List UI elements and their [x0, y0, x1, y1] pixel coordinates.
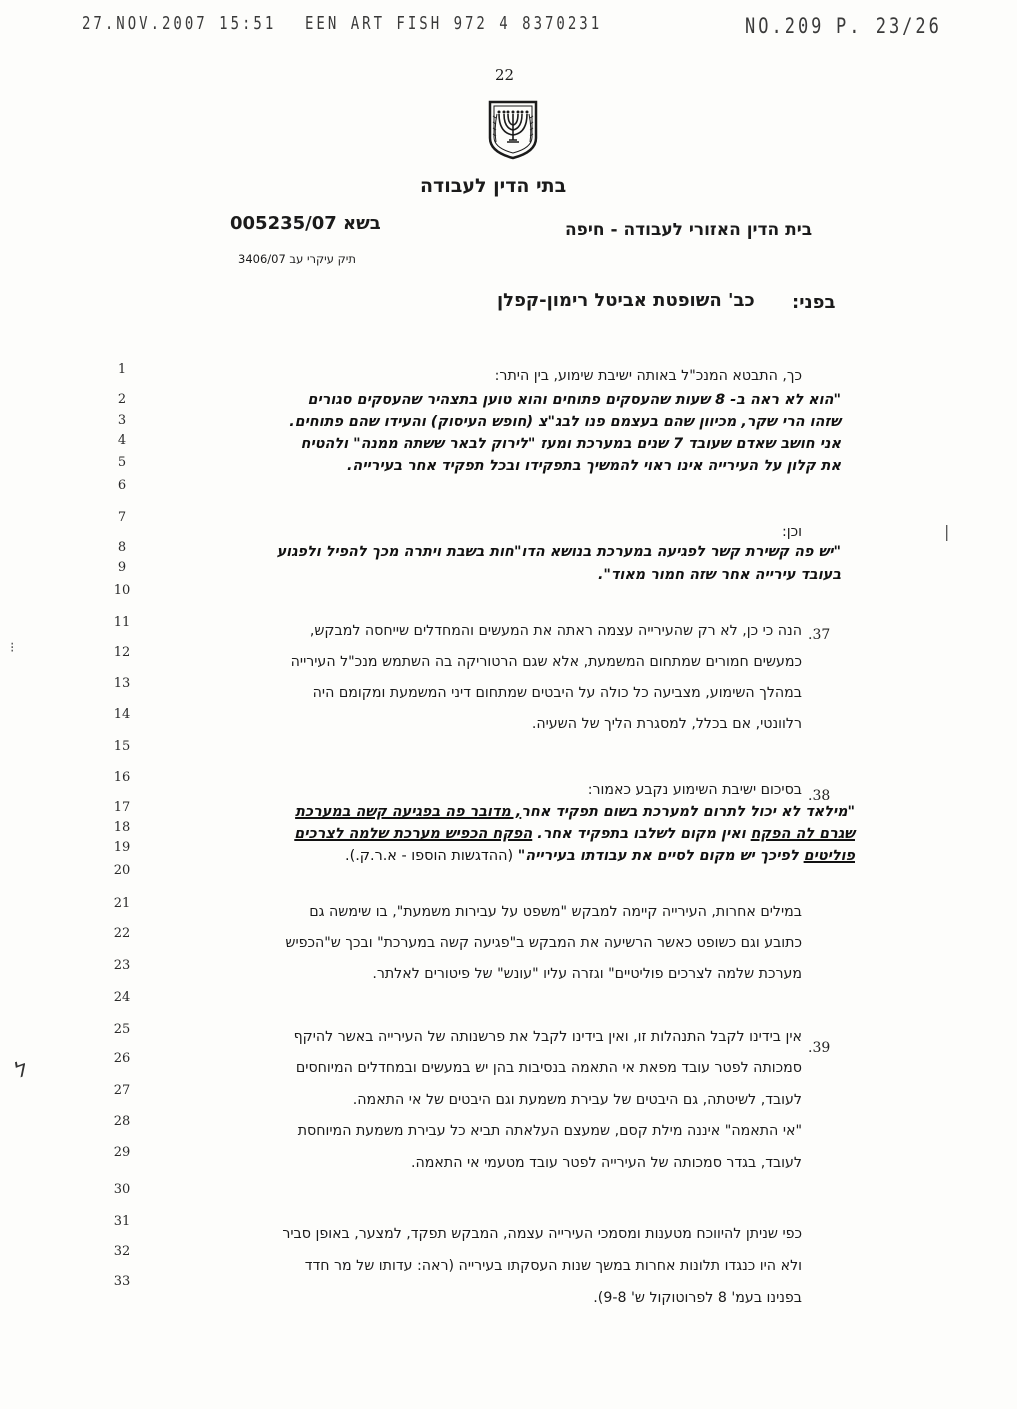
line-number: 24 — [113, 990, 131, 1005]
paragraph-line: לעובד, בגדר סמכותה של העירייה לפטר עובד מטעמי אי התאמה. — [410, 1155, 802, 1171]
line-number: 6 — [117, 478, 127, 493]
line-number: 25 — [113, 1022, 131, 1037]
line-number: 17 — [113, 800, 131, 815]
paragraph-line: כמעשים חמורים שמתחום המשמעת, אלא שגם הרטוריקה בה השתמש מנכ"ל העירייה — [290, 654, 802, 670]
line-number: 33 — [113, 1274, 131, 1289]
quote-line: בעובד עירייה אחר שזה חמור מאוד". — [597, 567, 841, 583]
paragraph-line: הנה כי כן, לא רק שהעירייה עצמה ראתה את המעשים והמחדלים שייחסה למבקש, — [309, 623, 802, 639]
line-number: 8 — [117, 540, 127, 555]
line-number: 13 — [113, 676, 131, 691]
paragraph-line: לעובד, לשיטתה, גם היבטים של עבירת משמעת וגם היבטים של אי התאמה. — [352, 1092, 802, 1108]
paragraph-line: כתובע וגם כשופט כאשר הרשיעה את המבקש ב"פגיעה קשה במערכת" ובכך ש"הכפיש — [285, 935, 802, 951]
fax-number: NO.209 — [745, 14, 825, 39]
paragraph-number: .39 — [808, 1040, 831, 1056]
line-number: 21 — [113, 896, 131, 911]
paragraph-line: במהלך השימוע, מצביעה כל כולה על היבטים שמתחום דיני המשמעת ומקומם היה — [312, 685, 802, 701]
paragraph-line: במילים אחרות, העירייה קיימה למבקש "משפט על עבירות משמעת", בו שימשה גם — [309, 904, 802, 920]
paragraph-line: רלוונטי, אם בכלל, למסגרת הליך של השעיה. — [531, 716, 802, 732]
line-number: 4 — [117, 433, 127, 448]
case-number: בשא 005235/07 — [230, 213, 381, 234]
paragraph-line: סמכותה לפטר עובד מפאת אי התאמה בנסיבות בהן יש במעשים ובמחדלים המיוחסים — [295, 1060, 802, 1076]
paragraph-line: מערכת שלמה לצרכים פוליטיים" וגזרה עליו "עונש" של פיטורים לאלתר. — [372, 966, 802, 982]
margin-signature: ל — [10, 1056, 31, 1085]
line-number: 31 — [113, 1214, 131, 1229]
quote-line: אני חושב שאדם שעובד 7 שנים במערכת ומעז "לירוק לבאר ששתה ממנה" ולהטיח — [300, 436, 841, 452]
also-label: וכן: — [781, 524, 802, 540]
emphasized-quote-line: "מילאד לא יכול לתרום למערכת בשום תפקיד אחר, מדובר פה בפגיעה קשה במערכת — [295, 804, 855, 820]
line-number: 14 — [113, 707, 131, 722]
intro-text: כך, התבטא המנכ"ל באותה ישיבת שימוע, בין היתר: — [494, 368, 802, 384]
fax-sender: EEN ART FISH 972 4 8370231 — [305, 14, 603, 34]
quote-line: "יש פה קשירת קשר לפגיעה במערכת בנושא הדו"חות בשבת ויתרה מכך להפיל ולפגוע — [276, 544, 841, 560]
line-number: 15 — [113, 739, 131, 754]
line-number: 10 — [113, 583, 131, 598]
quote-line: את קלון על העירייה אינו ראוי להמשיך בתפקידו ובכל תפקיד אחר בעירייה. — [346, 458, 841, 474]
main-case-number: תיק עיקרי עב 3406/07 — [238, 252, 356, 266]
line-number: 16 — [113, 770, 131, 785]
paragraph-line: "אי התאמה" איננה מילת קסם, שמעצם העלאתה תביא כל עבירת משמעת המיוחסת — [297, 1123, 802, 1139]
paragraph-number: .37 — [808, 627, 831, 643]
paragraph-line: אין בידינו לקבל התנהלות זו, ואין בידינו לקבל את פרשנותה של העירייה באשר להיקף — [293, 1029, 802, 1045]
paragraph-line: בפנינו בעמ' 8 לפרוטוקול ש' 9-8). — [593, 1290, 802, 1306]
line-number: 32 — [113, 1244, 131, 1259]
line-number: 7 — [117, 510, 127, 525]
fax-page: P. 23/26 — [836, 14, 942, 39]
line-number: 30 — [113, 1182, 131, 1197]
line-number: 1 — [117, 362, 127, 377]
line-number: 18 — [113, 820, 131, 835]
line-number: 11 — [113, 615, 131, 630]
line-number: 2 — [117, 392, 127, 407]
paragraph-number: .38 — [808, 788, 831, 804]
emphasized-quote-line: פוליטים לפיכך יש מקום לסיים את עבודתו בעירייה" (ההדגשות הוספו - א.ר.ק.). — [345, 848, 855, 864]
line-number: 19 — [113, 840, 131, 855]
line-number: 29 — [113, 1145, 131, 1160]
fax-datetime: 27.NOV.2007 15:51 — [82, 14, 277, 34]
line-number: 12 — [113, 645, 131, 660]
court-system-title: בתי הדין לעבודה — [420, 175, 567, 197]
page-number: 22 — [495, 66, 515, 84]
line-number: 5 — [117, 455, 127, 470]
paragraph-line: כפי שניתן להיווכח מטענות ומסמכי העירייה עצמה, המבקש תפקד, למצער, באופן סביר — [282, 1226, 802, 1242]
line-number: 3 — [117, 413, 127, 428]
quote-line: שזהו הרי שקר, מכיוון שהם בעצמם פנו לבג"צ (חופש העיסוק) והעידו שהם פתוחים. — [289, 414, 841, 430]
court-name: בית הדין האזורי לעבודה - חיפה — [565, 220, 813, 240]
line-number: 9 — [117, 560, 127, 575]
paragraph-line: ולא היו כנגדו תלונות אחרות במשך שנות העסקתו בעירייה (ראה: עדותו של מר חדד — [304, 1258, 802, 1274]
margin-tick: | — [944, 522, 950, 541]
state-emblem-icon — [484, 98, 542, 160]
line-number: 22 — [113, 926, 131, 941]
before-label: בפני: — [792, 292, 836, 313]
quote-line: "הוא לא ראה ב- 8 שעות שהעסקים פתוחים והוא טוען בתצהיר שהעסקים סגורים — [307, 392, 841, 408]
line-number: 23 — [113, 958, 131, 973]
line-number: 20 — [113, 863, 131, 878]
line-number: 26 — [113, 1051, 131, 1066]
emphasized-quote-line: שגרם לה הפקח ואין מקום לשלבו בתפקיד אחר. הפקח הכפיש מערכת שלמה לצרכים — [294, 826, 855, 842]
margin-mark: ⁝ — [10, 640, 15, 656]
line-number: 27 — [113, 1083, 131, 1098]
line-number: 28 — [113, 1114, 131, 1129]
paragraph-intro: בסיכום ישיבת השימוע נקבע כאמור: — [587, 782, 802, 798]
judge-name: כב' השופטת אביטל רימון-קפלן — [497, 290, 755, 311]
